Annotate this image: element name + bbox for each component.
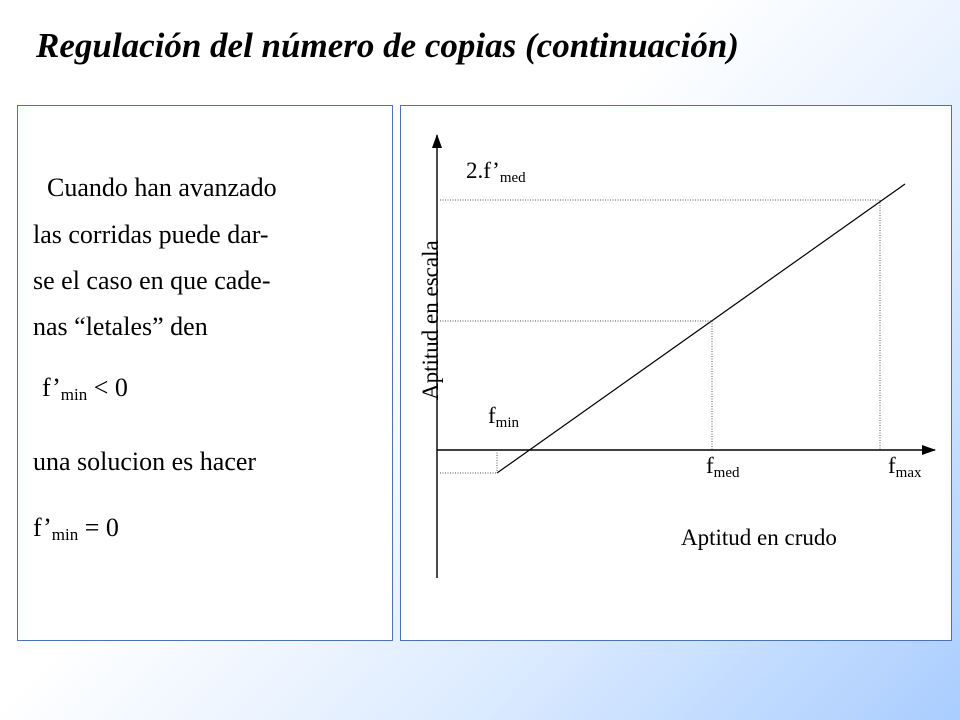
label-fmed-main: f bbox=[706, 453, 714, 478]
slide-title: Regulación del número de copias (continuación) bbox=[36, 26, 739, 65]
label-fmed-sub: med bbox=[713, 465, 740, 481]
y-axis-label: Aptitud en escala bbox=[418, 240, 443, 400]
text-line-4: nas “letales” den bbox=[33, 312, 208, 341]
condition-rhs: < 0 bbox=[93, 373, 128, 402]
label-fmax-sub: max bbox=[895, 465, 922, 481]
label-fmin-main: f bbox=[488, 403, 496, 428]
label-2fmed-main: 2.f’ bbox=[466, 158, 500, 183]
scaling-line bbox=[497, 184, 905, 473]
label-fmax-main: f bbox=[888, 453, 896, 478]
text-line-1: Cuando han avanzado bbox=[47, 173, 277, 202]
label-fmin-sub: min bbox=[495, 415, 520, 431]
fix-sub: min bbox=[51, 525, 79, 544]
label-2fmed-sub: med bbox=[499, 170, 526, 186]
label-fmin bbox=[488, 403, 519, 432]
label-fmed bbox=[706, 453, 740, 482]
x-axis-arrowhead bbox=[922, 445, 936, 455]
condition-sub: min bbox=[60, 385, 88, 404]
y-axis-arrowhead bbox=[432, 134, 442, 148]
fix-f: f’ bbox=[33, 513, 52, 542]
condition-f: f’ bbox=[42, 373, 61, 402]
label-2fmed bbox=[466, 158, 526, 187]
text-line-2: las corridas puede dar- bbox=[33, 220, 269, 249]
label-fmax bbox=[888, 453, 922, 482]
text-line-3: se el caso en que cade- bbox=[33, 266, 271, 295]
fix-rhs: = 0 bbox=[84, 513, 119, 542]
x-axis-label: Aptitud en crudo bbox=[681, 525, 837, 550]
solution-text: una solucion es hacer bbox=[33, 447, 257, 476]
